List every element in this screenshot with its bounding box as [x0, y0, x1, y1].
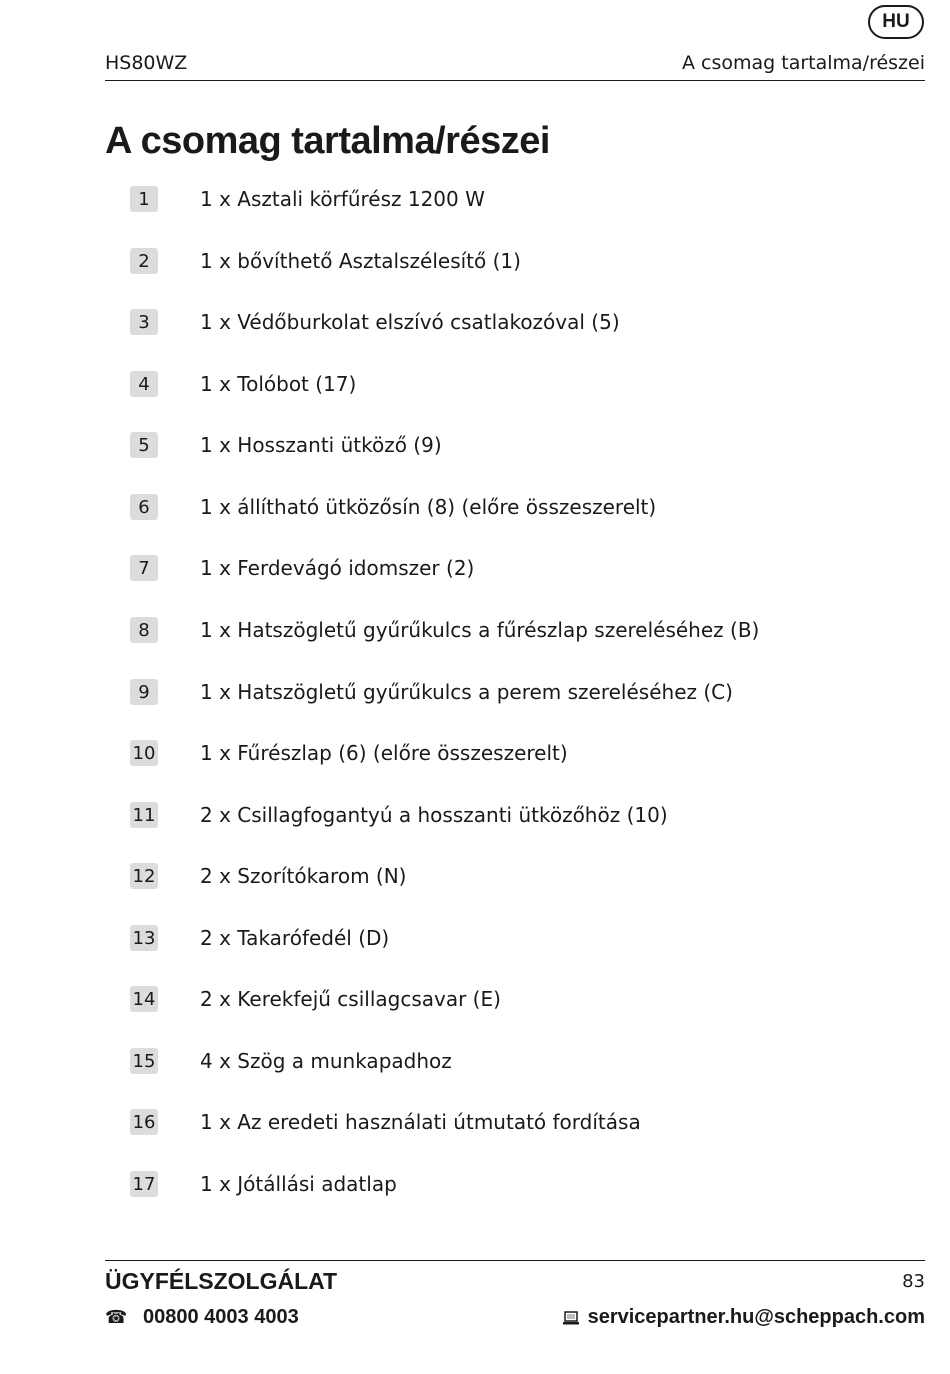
language-badge [868, 5, 924, 39]
item-number: 15 [130, 1048, 158, 1074]
item-text: 2 x Takarófedél (D) [200, 926, 390, 950]
item-number: 1 [130, 186, 158, 212]
list-item [130, 617, 760, 643]
item-text: 2 x Kerekfejű csillagcsavar (E) [200, 987, 501, 1011]
list-item [130, 863, 407, 889]
item-text: 1 x Tolóbot (17) [200, 372, 357, 396]
list-item [130, 371, 357, 397]
item-number: 6 [130, 494, 158, 520]
item-text: 1 x állítható ütközősín (8) (előre összeszerelt) [200, 495, 657, 519]
item-number: 11 [130, 802, 158, 828]
header-divider [105, 80, 925, 81]
page-number: 83 [902, 1271, 925, 1292]
list-item [130, 432, 442, 458]
list-item [130, 802, 668, 828]
item-text: 1 x Asztali körfűrész 1200 W [200, 187, 485, 211]
item-number: 5 [130, 432, 158, 458]
item-text: 2 x Szorítókarom (N) [200, 864, 407, 888]
item-text: 1 x bővíthető Asztalszélesítő (1) [200, 249, 521, 273]
footer-divider [105, 1260, 925, 1261]
list-item [130, 494, 657, 520]
item-text: 1 x Ferdevágó idomszer (2) [200, 556, 475, 580]
service-heading: ÜGYFÉLSZOLGÁLAT [105, 1268, 338, 1294]
item-number: 2 [130, 248, 158, 274]
item-number: 9 [130, 679, 158, 705]
page-title: A csomag tartalma/részei [105, 120, 550, 162]
list-item [130, 555, 475, 581]
list-item [130, 740, 568, 766]
item-number: 13 [130, 925, 158, 951]
email-link[interactable]: servicepartner.hu@scheppach.com [587, 1306, 925, 1328]
item-text: 1 x Védőburkolat elszívó csatlakozóval (5) [200, 310, 620, 334]
list-item [130, 679, 733, 705]
section-title: A csomag tartalma/részei [681, 52, 925, 74]
item-number: 12 [130, 863, 158, 889]
item-number: 7 [130, 555, 158, 581]
list-item [130, 248, 521, 274]
item-number: 14 [130, 986, 158, 1012]
list-item [130, 186, 485, 212]
model-name: HS80WZ [105, 52, 188, 74]
item-text: 1 x Jótállási adatlap [200, 1172, 397, 1196]
item-text: 1 x Hatszögletű gyűrűkulcs a fűrészlap szereléséhez (B) [200, 618, 760, 642]
list-item [130, 1171, 397, 1197]
footer-email [562, 1306, 925, 1329]
list-item [130, 1109, 641, 1135]
item-text: 1 x Az eredeti használati útmutató fordítása [200, 1110, 641, 1134]
list-item [130, 925, 390, 951]
item-number: 10 [130, 740, 158, 766]
phone-icon: ☎ [105, 1307, 128, 1328]
language-badge-label: HU [882, 11, 910, 32]
item-number: 8 [130, 617, 158, 643]
item-number: 3 [130, 309, 158, 335]
footer-phone [105, 1306, 299, 1329]
item-text: 1 x Hosszanti ütköző (9) [200, 433, 442, 457]
item-number: 4 [130, 371, 158, 397]
item-text: 1 x Hatszögletű gyűrűkulcs a perem szereléséhez (C) [200, 680, 733, 704]
item-number: 16 [130, 1109, 158, 1135]
item-text: 1 x Fűrészlap (6) (előre összeszerelt) [200, 741, 568, 765]
list-item [130, 309, 620, 335]
item-number: 17 [130, 1171, 158, 1197]
list-item [130, 1048, 452, 1074]
item-text: 2 x Csillagfogantyú a hosszanti ütközőhöz (10) [200, 803, 668, 827]
phone-number: 00800 4003 4003 [143, 1306, 299, 1328]
list-item [130, 986, 501, 1012]
item-text: 4 x Szög a munkapadhoz [200, 1049, 452, 1073]
laptop-icon [562, 1310, 580, 1326]
